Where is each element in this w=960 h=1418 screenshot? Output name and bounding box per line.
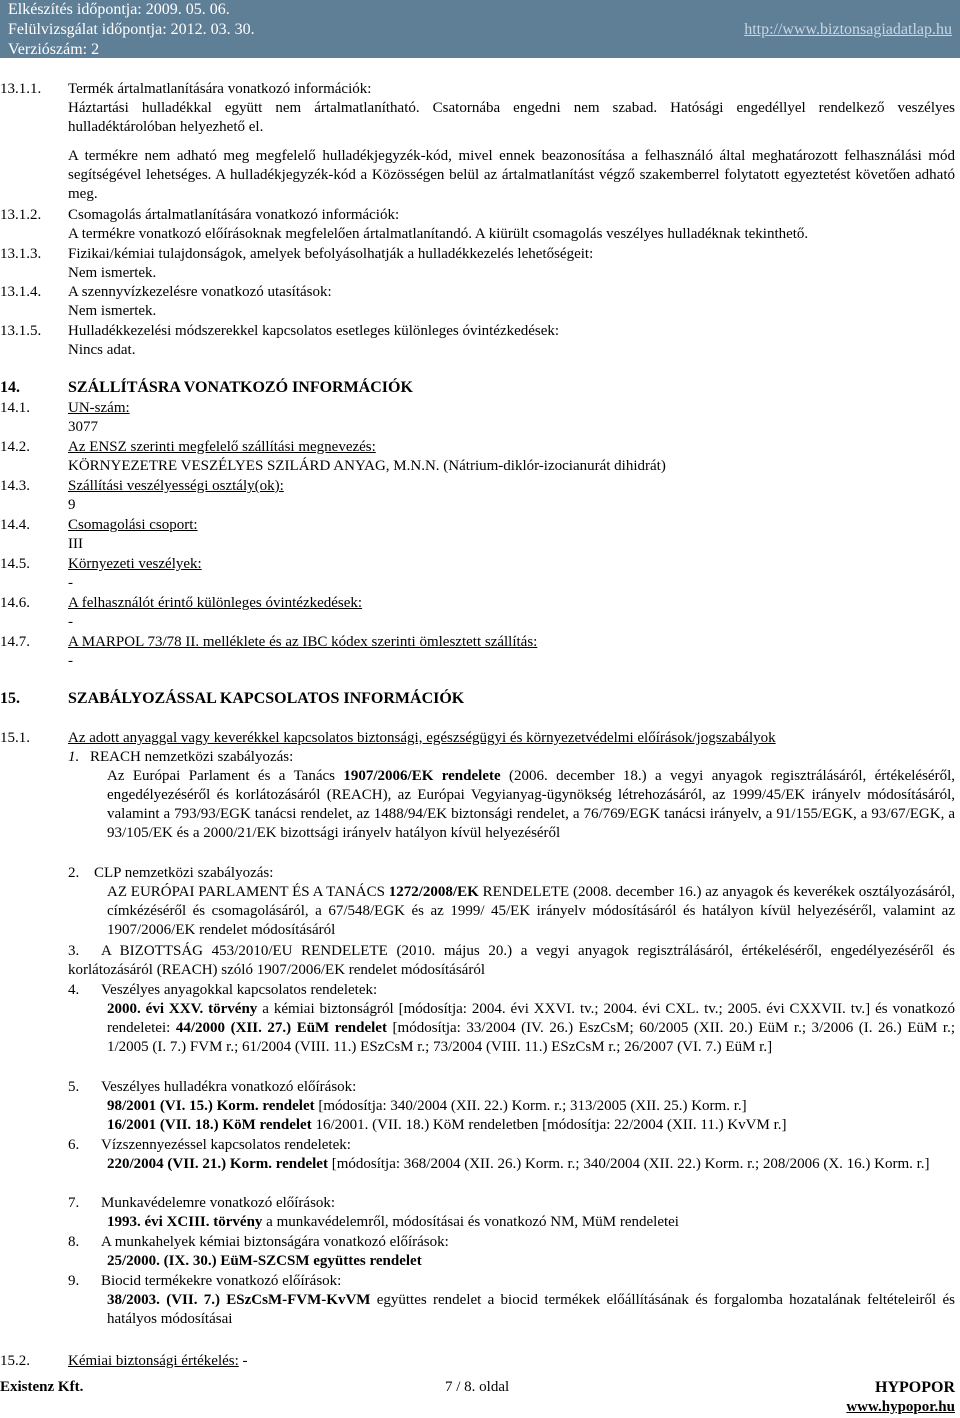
list-title: REACH nemzetközi szabályozás: [90, 749, 294, 765]
list-title: Biocid termékekre vonatkozó előírások: [101, 1273, 342, 1289]
list-body-text: AZ EURÓPAI PARLAMENT ÉS A TANÁCS 1272/2008/EK RENDELETE (2008. december 16.) az anyagok és keverékek osztályozásáról, címkézéséről és csomagolásáról, a 67/548/EGK és az 1999/ 45/EK irányelv módosításáról és hatályon kívül helyezéséről, valamint az 1907/2006/EK rendelet módosításáról [107, 884, 955, 938]
list-title: CLP nemzetközi szabályozás: [94, 865, 274, 881]
list-number: 3. [68, 943, 80, 959]
brand-website-link[interactable]: www.hypopor.hu [846, 1399, 955, 1415]
item-value: III [68, 536, 83, 552]
item-number: 14.3. [0, 478, 30, 494]
item-label: Az adott anyaggal vagy keverékkel kapcsolatos biztonsági, egészségügyi és környezetvédelmi előírások/jogszabályok [68, 730, 776, 746]
list-number: 8. [68, 1234, 80, 1250]
list-number: 6. [68, 1137, 80, 1153]
item-number: 13.1.1. [0, 81, 42, 97]
item-number: 13.1.2. [0, 207, 42, 223]
item-number: 13.1.4. [0, 284, 42, 300]
item-number: 13.1.3. [0, 246, 42, 262]
brand-name: HYPOPOR [875, 1379, 955, 1396]
item-label: Szállítási veszélyességi osztály(ok): [68, 478, 284, 494]
list-title: Veszélyes hulladékra vonatkozó előírások: [101, 1079, 357, 1095]
list-title: Vízszennyezéssel kapcsolatos rendeletek: [101, 1137, 351, 1153]
paragraph-text: A termékre nem adható meg megfelelő hulladékjegyzék-kód, mivel ennek beazonosítása a felhasználó által meghatározott felhasználási mód segítségével lehetséges. A hulladékjegyzék-kód a Közösségen belül az ártalmatlanítást végző szakemberrel folytatott egyeztetést követően adható meg. [68, 148, 955, 202]
item-number: 14.7. [0, 634, 30, 650]
item-number: 13.1.5. [0, 323, 42, 339]
item-title: Csomagolás ártalmatlanítására vonatkozó információk: [68, 207, 400, 223]
item-label: Kémiai biztonsági értékelés: [68, 1353, 239, 1369]
list-number: 1. [68, 749, 80, 765]
item-value: 9 [68, 497, 76, 513]
item-label: Csomagolási csoport: [68, 517, 198, 533]
paragraph-text: A termékre vonatkozó előírásoknak megfelelően ártalmatlanítandó. A kiürült csomagolás veszélyes hulladéknak tekinthető. [68, 226, 809, 242]
paragraph-text: Nem ismertek. [68, 303, 157, 319]
version-number: Verziószám: 2 [8, 41, 100, 58]
section-title: SZÁLLÍTÁSRA VONATKOZÓ INFORMÁCIÓK [68, 379, 413, 396]
list-number: 4. [68, 982, 80, 998]
list-body-text: Az Európai Parlament és a Tanács 1907/2006/EK rendelete (2006. december 18.) a vegyi anyagok regisztrálásáról, értékeléséről, engedélyezéséről és korlátozásáról (REACH), az Európai Vegyianyag-ügynökség létrehozásáról, az 1999/45/EK irányelv módosításáról, valamint a 793/93/EGK tanácsi rendelet, az 1488/94/EK biztonsági rendelet, a 76/769/EGK tanácsi irányelv, a 91/155/EGK, a 93/67/EGK, a 93/105/EK és a 2000/21/EK bizottsági irányelv hatályon kívül helyezéséről [107, 768, 956, 841]
item-label: A MARPOL 73/78 II. melléklete és az IBC kódex szerinti ömlesztett szállítás: [68, 634, 538, 650]
paragraph-text: Nincs adat. [68, 342, 136, 358]
page-number: 7 / 8. oldal [445, 1379, 510, 1395]
item-value: KÖRNYEZETRE VESZÉLYES SZILÁRD ANYAG, M.N.N. (Nátrium-diklór-izocianurát dihidrát) [68, 458, 666, 474]
item-number: 14.5. [0, 556, 30, 572]
item-title: Fizikai/kémiai tulajdonságok, amelyek befolyásolhatják a hulladékkezelés lehetőségeit: [68, 246, 594, 262]
created-date: Elkészítés időpontja: 2009. 05. 06. [8, 1, 230, 18]
item-value: - [68, 653, 73, 669]
item-label: Környezeti veszélyek: [68, 556, 202, 572]
item-number: 15.1. [0, 730, 30, 746]
item-number: 14.1. [0, 400, 30, 416]
item-value: - [238, 1353, 248, 1369]
item-number: 14.2. [0, 439, 30, 455]
list-title: Munkavédelemre vonatkozó előírások: [101, 1195, 336, 1211]
item-label: UN-szám: [68, 400, 130, 416]
list-number: 7. [68, 1195, 80, 1211]
list-title: A BIZOTTSÁG 453/2010/EU RENDELETE (2010. május 20.) a vegyi anyagok regisztrálásáról, értékeléséről, engedélyezéséről és korlátozásáról (REACH) szóló 1907/2006/EK rendelet módosításáról [68, 943, 955, 978]
list-number: 2. [68, 865, 80, 881]
item-number: 15.2. [0, 1353, 30, 1369]
section-title: SZABÁLYOZÁSSAL KAPCSOLATOS INFORMÁCIÓK [68, 690, 465, 707]
section-number: 14. [0, 379, 20, 396]
item-value: 3077 [68, 419, 98, 435]
list-title: Veszélyes anyagokkal kapcsolatos rendeletek: [101, 982, 378, 998]
item-value: - [68, 614, 73, 630]
paragraph-text: Háztartási hulladékkal együtt nem ártalmatlanítható. Csatornába engedni nem szabad. Hatósági engedéllyel rendelkező veszélyes hulladéktárolóban helyezhető el. [68, 100, 955, 135]
section-number: 15. [0, 690, 20, 707]
item-title: Hulladékkezelési módszerekkel kapcsolatos esetleges különleges óvintézkedések: [68, 323, 560, 339]
page-footer [0, 1378, 960, 1418]
revised-date: Felülvizsgálat időpontja: 2012. 03. 30. [8, 21, 255, 38]
item-title: A szennyvízkezelésre vonatkozó utasítások: [68, 284, 332, 300]
header-url-link[interactable]: http://www.biztonsagiadatlap.hu [744, 21, 952, 38]
paragraph-text: Nem ismertek. [68, 265, 157, 281]
list-number: 9. [68, 1273, 80, 1289]
item-value: - [68, 575, 73, 591]
list-number: 5. [68, 1079, 80, 1095]
item-number: 14.6. [0, 595, 30, 611]
page-header [0, 0, 960, 58]
item-title: Termék ártalmatlanítására vonatkozó információk: [68, 81, 372, 97]
item-number: 14.4. [0, 517, 30, 533]
item-label: Az ENSZ szerinti megfelelő szállítási megnevezés: [68, 439, 376, 455]
company-name: Existenz Kft. [0, 1379, 84, 1395]
list-body-text: 2000. évi XXV. törvény a kémiai biztonságról [módosítja: 2004. évi XXVI. tv.; 2004. évi CXL. tv.; 2005. évi CXXVII. tv.] és vonatkozó rendeletei: 44/2000 (XII. 27.) EüM rendelet [módosítja: 33/2004 (IV. 26.) EszCsM; 60/2005 (XII. 20.) EüM r.; 3/2006 (I. 26.) EüM r.; 1/2005 (I. 7.) FVM r.; 61/2004 (VIII. 11.) ESzCsM r.; 73/2004 (VIII. 11.) ESzCsM r.; 26/2007 (VI. 7.) EüM r.] [107, 1001, 955, 1055]
item-label: A felhasználót érintő különleges óvintézkedések: [68, 595, 363, 611]
list-title: A munkahelyek kémiai biztonságára vonatkozó előírások: [101, 1234, 449, 1250]
